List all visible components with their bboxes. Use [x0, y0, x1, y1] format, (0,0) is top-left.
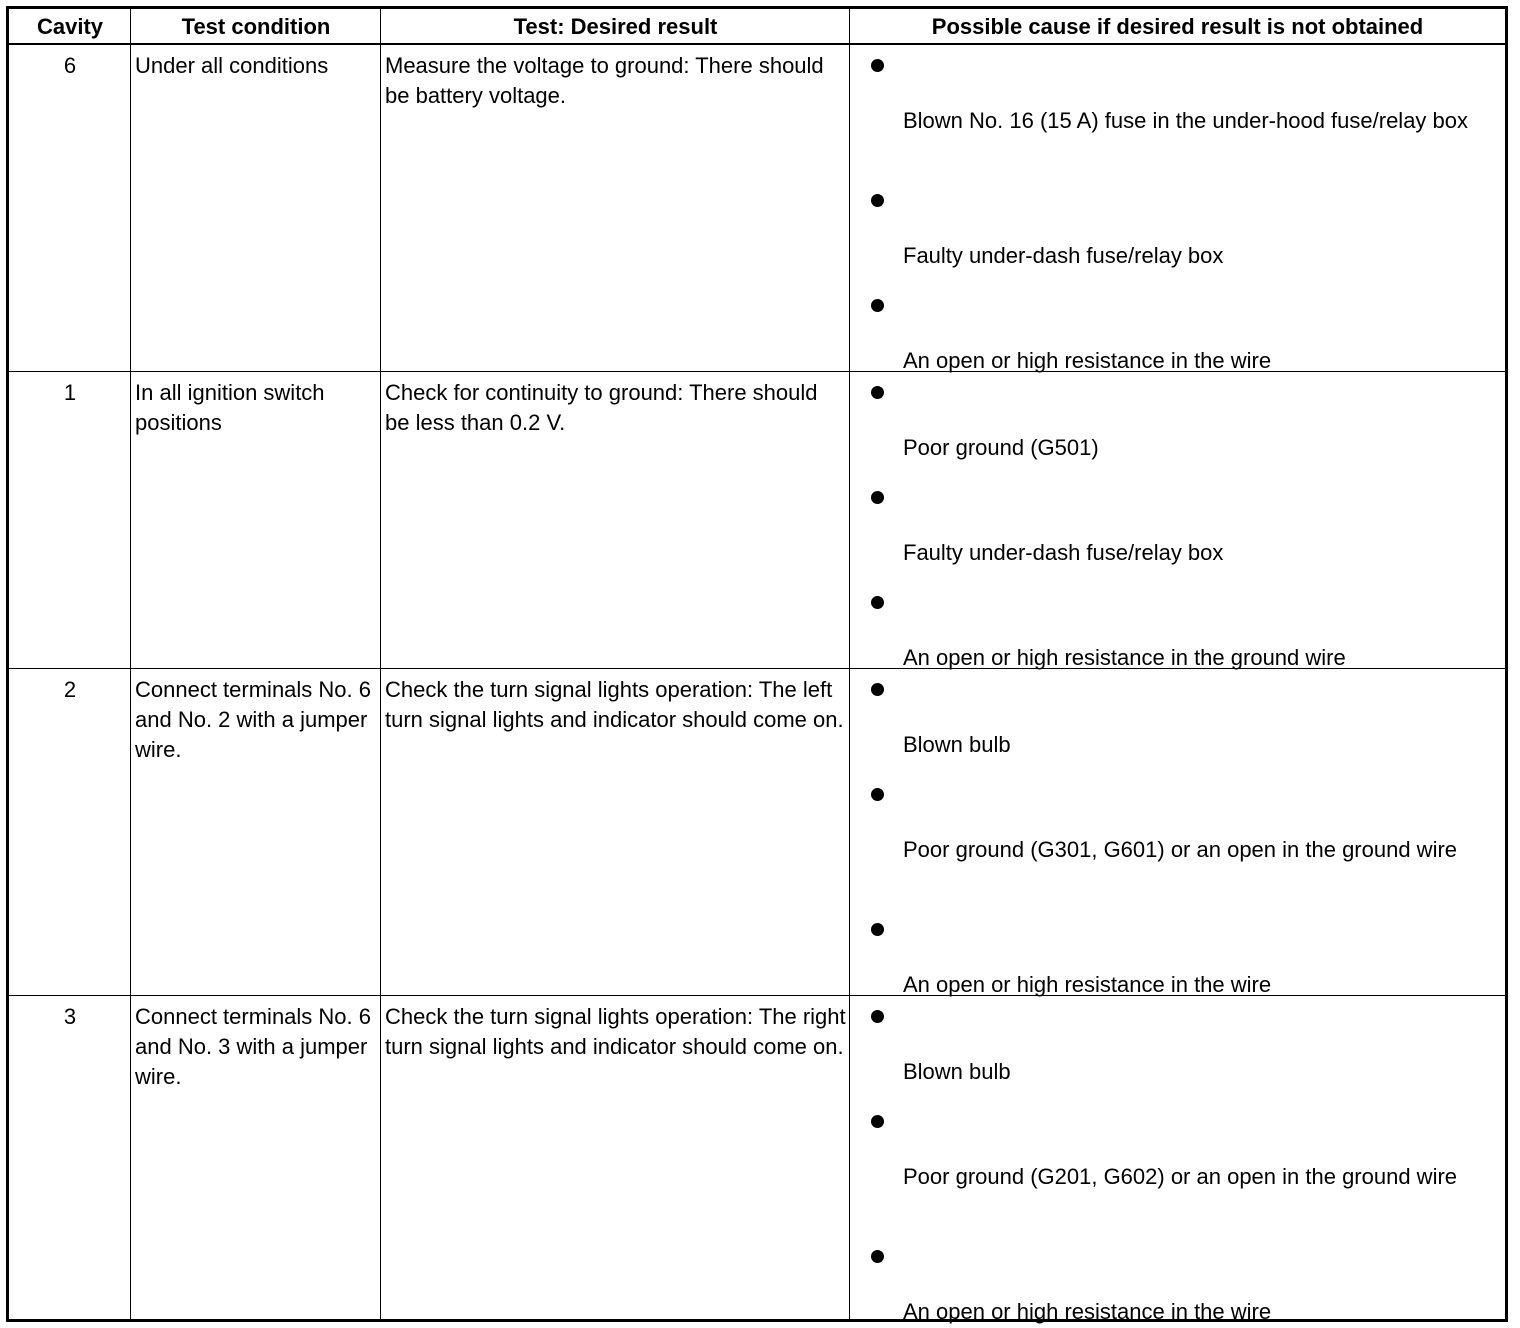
header-test-condition: Test condition [131, 9, 381, 45]
cause-text: An open or high resistance in the wire [903, 1299, 1272, 1324]
cause-text: Blown No. 16 (15 A) fuse in the under-hood fuse/relay box [903, 108, 1469, 133]
bullet-icon [871, 1250, 884, 1263]
bullet-icon [871, 788, 884, 801]
cause-text: Poor ground (G501) [903, 435, 1099, 460]
cavity-number: 6 [63, 53, 77, 78]
cause-text: An open or high resistance in the wire [903, 972, 1272, 997]
bullet-icon [871, 1115, 884, 1128]
table-row [9, 998, 1505, 1324]
test-condition: Connect terminals No. 6 and No. 2 with a jumper wire. [135, 677, 390, 762]
table-row [9, 671, 1505, 995]
header-possible-cause: Possible cause if desired result is not obtained [850, 9, 1505, 45]
cause-text: Poor ground (G301, G601) or an open in the ground wire [903, 837, 1458, 862]
test-condition: In all ignition switch positions [135, 380, 325, 435]
bullet-icon [871, 491, 884, 504]
bullet-icon [871, 923, 884, 936]
header-test-desired-result: Test: Desired result [381, 9, 850, 45]
bullet-icon [871, 194, 884, 207]
test-condition: Under all conditions [135, 53, 329, 78]
bullet-icon [871, 386, 884, 399]
cavity-number: 1 [63, 380, 77, 405]
header-cavity: Cavity [9, 9, 131, 45]
cause-text: Faulty under-dash fuse/relay box [903, 540, 1224, 565]
bullet-icon [871, 59, 884, 72]
cavity-number: 2 [63, 677, 77, 702]
cause-text: Blown bulb [903, 732, 1011, 757]
test-desired-result: Check the turn signal lights operation: The right turn signal lights and indicator should come on. [385, 1004, 846, 1059]
bullet-icon [871, 1010, 884, 1023]
test-condition: Connect terminals No. 6 and No. 3 with a jumper wire. [135, 1004, 390, 1089]
diagnostic-table [6, 6, 1508, 1322]
table-row [9, 374, 1505, 668]
cause-text: Faulty under-dash fuse/relay box [903, 243, 1224, 268]
cavity-number: 3 [63, 1004, 77, 1029]
table-row [9, 47, 1505, 371]
bullet-icon [871, 596, 884, 609]
test-desired-result: Check the turn signal lights operation: The left turn signal lights and indicator should come on. [385, 677, 844, 732]
bullet-icon [871, 683, 884, 696]
test-desired-result: Measure the voltage to ground: There should be battery voltage. [385, 53, 824, 108]
cause-text: An open or high resistance in the wire [903, 348, 1272, 373]
cause-text: Blown bulb [903, 1059, 1011, 1084]
cause-text: An open or high resistance in the ground wire [903, 645, 1346, 670]
test-desired-result: Check for continuity to ground: There should be less than 0.2 V. [385, 380, 818, 435]
cause-text: Poor ground (G201, G602) or an open in the ground wire [903, 1164, 1458, 1189]
bullet-icon [871, 299, 884, 312]
